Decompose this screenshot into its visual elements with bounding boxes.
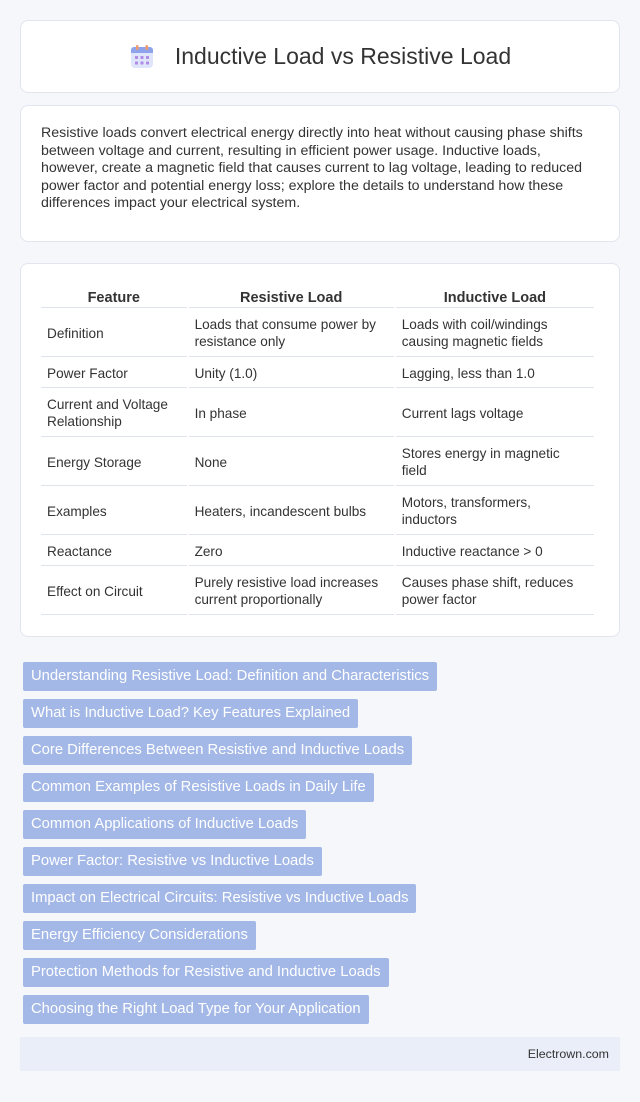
table-cell: Unity (1.0) <box>189 359 394 388</box>
table-cell: Loads that consume power by resistance only <box>189 310 394 357</box>
topic-link[interactable]: Core Differences Between Resistive and Inductive Loads <box>23 736 412 765</box>
table-cell: Current and Voltage Relationship <box>41 390 187 437</box>
table-cell: Causes phase shift, reduces power factor <box>396 568 594 615</box>
table-header-row <box>41 288 594 308</box>
topic-link[interactable]: Choosing the Right Load Type for Your Application <box>23 995 369 1024</box>
topic-link[interactable]: Protection Methods for Resistive and Inductive Loads <box>23 958 389 987</box>
table-row <box>41 359 594 388</box>
table-cell: Current lags voltage <box>396 390 594 437</box>
page-title: Inductive Load vs Resistive Load <box>174 43 512 69</box>
table-cell: None <box>189 439 394 486</box>
column-header-inductive: Inductive Load <box>396 288 594 308</box>
table-cell: Energy Storage <box>41 439 187 486</box>
topic-links <box>23 662 613 1032</box>
table-cell: Power Factor <box>41 359 187 388</box>
column-header-resistive: Resistive Load <box>189 288 394 308</box>
comparison-table <box>39 286 596 617</box>
table-cell: Loads with coil/windings causing magnetic fields <box>396 310 594 357</box>
topic-link[interactable]: Impact on Electrical Circuits: Resistive vs Inductive Loads <box>23 884 416 913</box>
topic-link[interactable]: What is Inductive Load? Key Features Explained <box>23 699 358 728</box>
table-row <box>41 439 594 486</box>
topic-link[interactable]: Common Examples of Resistive Loads in Daily Life <box>23 773 374 802</box>
table-cell: Effect on Circuit <box>41 568 187 615</box>
intro-card <box>20 105 620 242</box>
column-header-feature: Feature <box>41 288 187 308</box>
table-row <box>41 390 594 437</box>
header-card <box>20 20 620 93</box>
topic-link[interactable]: Understanding Resistive Load: Definition and Characteristics <box>23 662 437 691</box>
table-cell: Purely resistive load increases current proportionally <box>189 568 394 615</box>
footer-site-name: Electrown.com <box>527 1047 609 1061</box>
table-row <box>41 568 594 615</box>
table-cell: Examples <box>41 488 187 535</box>
table-row <box>41 488 594 535</box>
table-row <box>41 310 594 357</box>
table-row <box>41 537 594 566</box>
table-cell: In phase <box>189 390 394 437</box>
topic-link[interactable]: Power Factor: Resistive vs Inductive Loads <box>23 847 322 876</box>
topic-link[interactable]: Common Applications of Inductive Loads <box>23 810 306 839</box>
comparison-table-card <box>20 263 620 637</box>
table-cell: Zero <box>189 537 394 566</box>
table-cell: Lagging, less than 1.0 <box>396 359 594 388</box>
intro-text: Resistive loads convert electrical energy directly into heat without causing phase shifts between voltage and current, resulting in efficient power usage. Inductive loads, however, create a magnetic field that causes current to lag voltage, leading to reduced power factor and potential energy loss; explore the details to understand how these differences impact your electrical system. <box>41 125 583 212</box>
table-cell: Heaters, incandescent bulbs <box>189 488 394 535</box>
topic-link[interactable]: Energy Efficiency Considerations <box>23 921 256 950</box>
footer <box>20 1037 620 1071</box>
table-cell: Inductive reactance > 0 <box>396 537 594 566</box>
table-cell: Definition <box>41 310 187 357</box>
calendar-grid-icon <box>129 44 155 70</box>
table-cell: Reactance <box>41 537 187 566</box>
table-cell: Stores energy in magnetic field <box>396 439 594 486</box>
table-cell: Motors, transformers, inductors <box>396 488 594 535</box>
